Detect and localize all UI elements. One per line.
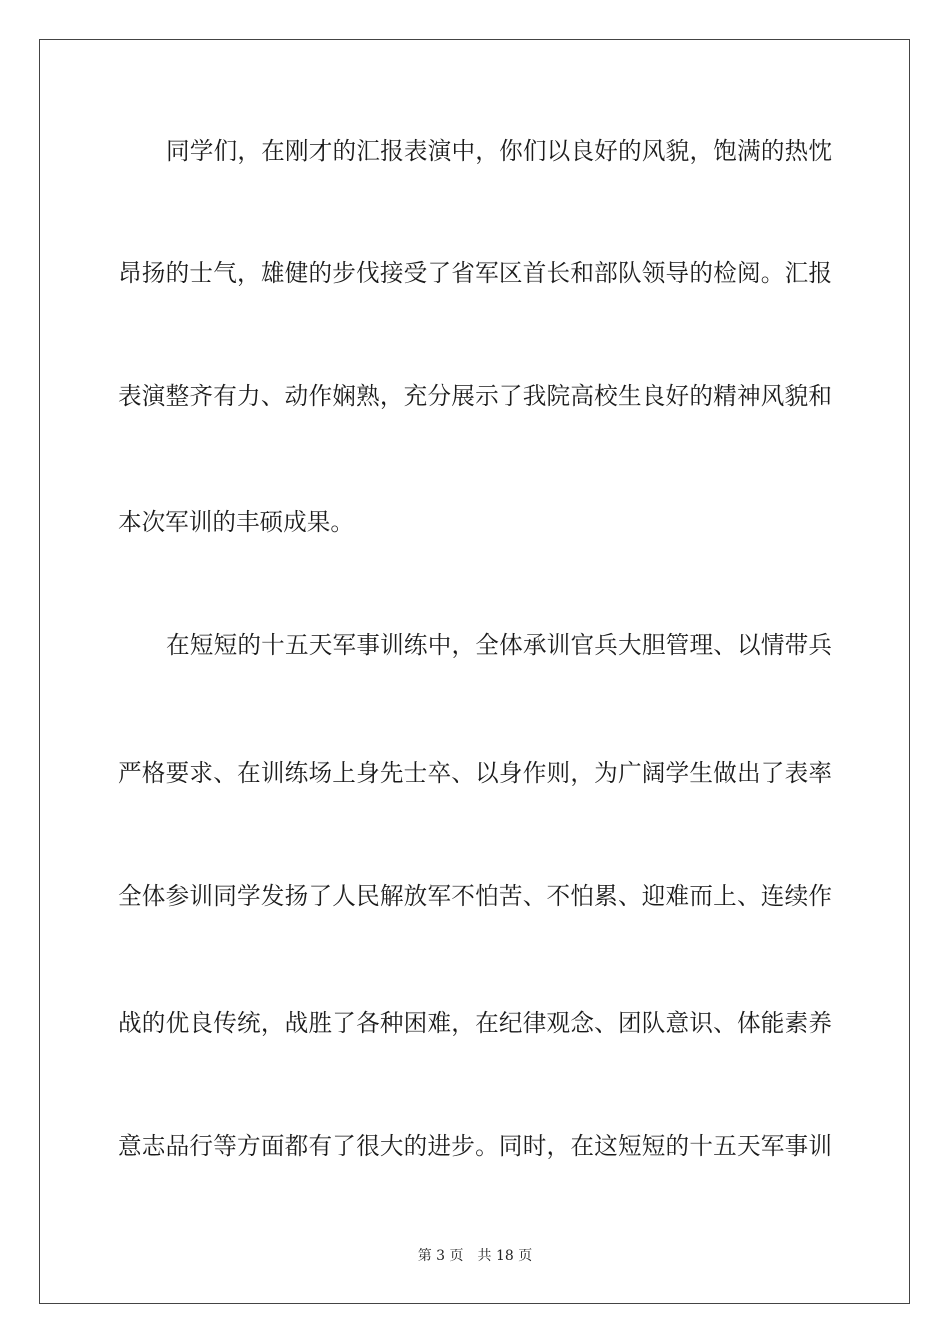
text-line: 全体参训同学发扬了人民解放军不怕苦、不怕累、迎难而上、连续作 [118, 882, 832, 910]
text-line: 意志品行等方面都有了很大的进步。同时，在这短短的十五天军事训 [118, 1132, 832, 1160]
page-number: 第 3 页 [417, 1248, 464, 1264]
text-line: 同学们，在刚才的汇报表演中，你们以良好的风貌，饱满的热忱 [166, 137, 832, 165]
page-border [39, 39, 910, 1304]
text-line: 昂扬的士气，雄健的步伐接受了省军区首长和部队领导的检阅。汇报 [118, 259, 832, 287]
text-line: 在短短的十五天军事训练中，全体承训官兵大胆管理、以情带兵 [166, 631, 832, 659]
text-line: 战的优良传统，战胜了各种困难，在纪律观念、团队意识、体能素养 [118, 1009, 832, 1037]
total-pages: 共 18 页 [477, 1248, 533, 1264]
text-line: 本次军训的丰硕成果。 [118, 508, 354, 536]
page-footer [0, 1244, 950, 1268]
text-line: 表演整齐有力、动作娴熟，充分展示了我院高校生良好的精神风貌和 [118, 382, 832, 410]
text-line: 严格要求、在训练场上身先士卒、以身作则，为广阔学生做出了表率 [118, 759, 832, 787]
